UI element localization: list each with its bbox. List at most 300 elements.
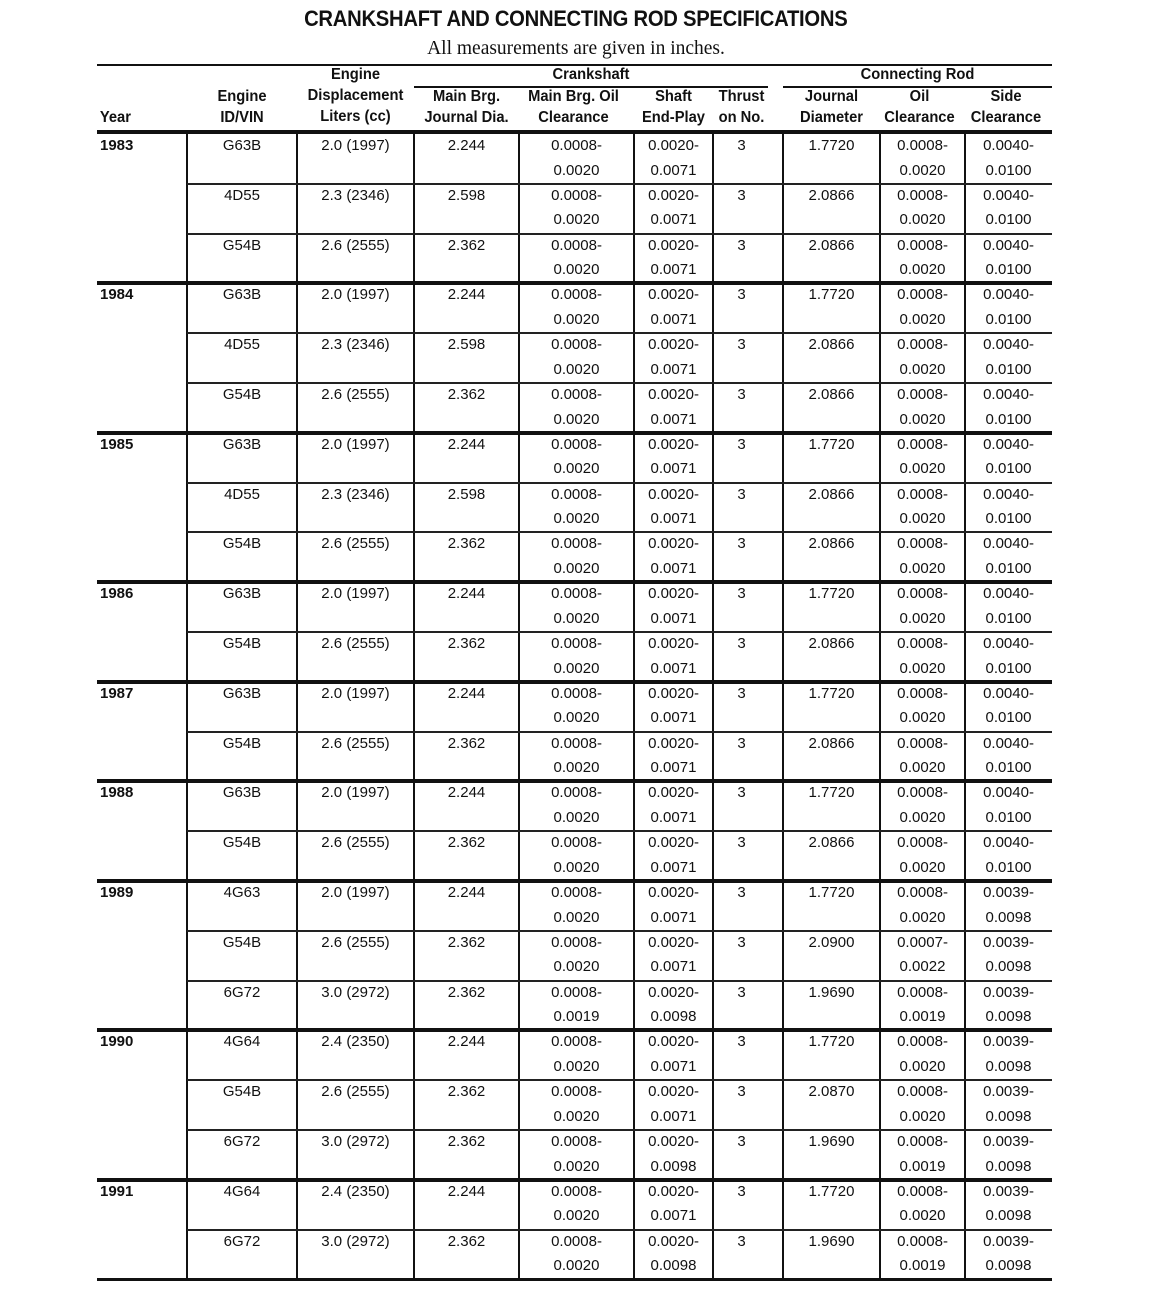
rod-side-clearance-line: 0.0100 — [985, 460, 1032, 478]
rod-side-clearance-line: 0.0100 — [985, 161, 1032, 179]
header-side-clearance: Side Clearance — [970, 88, 1042, 126]
year-cell: 1989 — [100, 884, 134, 901]
shaft-endplay-cell — [634, 283, 713, 332]
main-brg-oil-clearance-line: 0.0020 — [553, 958, 600, 976]
shaft-endplay-line: 0.0071 — [650, 310, 697, 328]
rod-oil-clearance-line: 0.0020 — [899, 510, 946, 528]
main-journal-dia-cell: 2.362 — [447, 734, 486, 752]
rod-oil-clearance-line: 0.0008- — [897, 1182, 948, 1200]
rod-journal-diameter-cell: 1.9690 — [808, 1232, 855, 1250]
engine-id-cell: 4G63 — [223, 884, 261, 901]
year-cell: 1987 — [100, 684, 134, 702]
main-brg-oil-clearance-cell — [519, 333, 634, 382]
year-cell: 1990 — [100, 1033, 134, 1051]
main-journal-dia-cell: 2.362 — [447, 933, 486, 951]
header-year: Year — [99, 109, 131, 126]
shaft-endplay-cell — [634, 732, 713, 781]
main-journal-dia-cell: 2.244 — [447, 585, 486, 603]
rod-side-clearance-line: 0.0040- — [983, 684, 1034, 702]
main-brg-oil-clearance-line: 0.0020 — [553, 410, 600, 428]
rod-journal-diameter-cell: 2.0866 — [808, 386, 855, 403]
rod-side-clearance-line: 0.0040- — [983, 784, 1034, 802]
shaft-endplay-line: 0.0071 — [650, 211, 697, 229]
engine-id-cell: G63B — [222, 585, 262, 603]
rod-side-clearance-cell — [965, 732, 1052, 781]
rod-side-clearance-cell — [965, 981, 1052, 1030]
shaft-endplay-line: 0.0020- — [648, 784, 699, 802]
thrust-on-no-cell: 3 — [737, 485, 746, 503]
shaft-endplay-cell — [634, 532, 713, 581]
main-brg-oil-clearance-line: 0.0020 — [553, 510, 600, 528]
rod-side-clearance-line: 0.0039- — [983, 933, 1034, 951]
rod-oil-clearance-cell — [880, 582, 965, 631]
engine-id-cell: 4D55 — [224, 186, 260, 204]
displacement-cell: 2.6 (2555) — [321, 386, 390, 403]
thrust-on-no-cell: 3 — [737, 585, 746, 603]
rod-journal-diameter-cell: 2.0870 — [808, 1083, 855, 1101]
year-cell: 1983 — [100, 137, 134, 154]
shaft-endplay-line: 0.0020- — [648, 983, 699, 1001]
shaft-endplay-line: 0.0020- — [648, 1232, 699, 1250]
shaft-endplay-cell — [634, 1080, 713, 1129]
rod-side-clearance-line: 0.0098 — [985, 1257, 1032, 1275]
rod-oil-clearance-cell — [880, 732, 965, 781]
shaft-endplay-line: 0.0020- — [648, 834, 699, 852]
main-brg-oil-clearance-line: 0.0020 — [553, 609, 600, 627]
displacement-cell: 3.0 (2972) — [321, 1232, 390, 1250]
main-journal-dia-cell: 2.598 — [447, 336, 486, 354]
shaft-endplay-cell — [634, 582, 713, 631]
rod-oil-clearance-cell — [880, 184, 965, 233]
main-brg-oil-clearance-line: 0.0008- — [551, 1182, 602, 1200]
main-brg-oil-clearance-line: 0.0008- — [551, 884, 602, 901]
rod-oil-clearance-line: 0.0020 — [899, 759, 946, 777]
main-brg-oil-clearance-line: 0.0008- — [551, 1033, 602, 1051]
rod-oil-clearance-line: 0.0008- — [897, 784, 948, 802]
rod-oil-clearance-line: 0.0020 — [899, 609, 946, 627]
rod-side-clearance-line: 0.0100 — [985, 759, 1032, 777]
shaft-endplay-line: 0.0071 — [650, 559, 697, 577]
main-brg-oil-clearance-cell — [519, 981, 634, 1030]
thrust-on-no-cell: 3 — [737, 1033, 746, 1051]
rod-side-clearance-line: 0.0098 — [985, 1057, 1032, 1075]
header-shaft-endplay: Shaft End-Play — [641, 88, 705, 126]
header-group-crankshaft: Crankshaft — [552, 66, 630, 83]
engine-id-cell: 6G72 — [223, 1133, 261, 1150]
shaft-endplay-cell — [634, 134, 713, 183]
rod-oil-clearance-line: 0.0008- — [897, 286, 948, 304]
engine-id-cell: G54B — [222, 1083, 262, 1101]
engine-id-cell: 4D55 — [224, 485, 260, 503]
main-brg-oil-clearance-line: 0.0008- — [551, 635, 602, 652]
shaft-endplay-line: 0.0071 — [650, 1207, 697, 1225]
displacement-cell: 2.3 (2346) — [321, 336, 390, 354]
main-journal-dia-cell: 2.244 — [447, 1182, 486, 1200]
rod-side-clearance-line: 0.0098 — [985, 1157, 1032, 1175]
main-journal-dia-cell: 2.244 — [447, 1033, 486, 1051]
header-displacement: Engine Displacement Liters (cc) — [307, 66, 404, 125]
shaft-endplay-line: 0.0071 — [650, 460, 697, 478]
header-thrust: Thrust on No. — [718, 88, 765, 126]
rod-oil-clearance-line: 0.0020 — [899, 310, 946, 328]
rod-oil-clearance-line: 0.0008- — [897, 1232, 948, 1250]
displacement-cell: 3.0 (2972) — [321, 983, 390, 1001]
shaft-endplay-line: 0.0020- — [648, 635, 699, 652]
rod-journal-diameter-cell: 1.7720 — [808, 585, 855, 603]
thrust-on-no-cell: 3 — [737, 933, 746, 951]
shaft-endplay-line: 0.0071 — [650, 1107, 697, 1125]
rod-oil-clearance-line: 0.0020 — [899, 1207, 946, 1225]
rod-oil-clearance-cell — [880, 632, 965, 681]
displacement-cell: 2.4 (2350) — [321, 1033, 390, 1051]
rod-oil-clearance-line: 0.0008- — [897, 834, 948, 852]
shaft-endplay-cell — [634, 333, 713, 382]
displacement-cell: 2.6 (2555) — [321, 1083, 390, 1101]
main-brg-oil-clearance-cell — [519, 1080, 634, 1129]
rod-side-clearance-line: 0.0040- — [983, 535, 1034, 553]
rod-oil-clearance-cell — [880, 1180, 965, 1229]
rod-oil-clearance-line: 0.0020 — [899, 559, 946, 577]
main-brg-oil-clearance-cell — [519, 1230, 634, 1279]
rod-oil-clearance-line: 0.0008- — [897, 734, 948, 752]
thrust-on-no-cell: 3 — [737, 1133, 746, 1150]
rod-oil-clearance-cell — [880, 831, 965, 880]
rod-side-clearance-line: 0.0098 — [985, 908, 1032, 926]
rod-oil-clearance-cell — [880, 234, 965, 283]
rod-side-clearance-cell — [965, 831, 1052, 880]
rod-oil-clearance-cell — [880, 931, 965, 980]
rod-oil-clearance-line: 0.0008- — [897, 336, 948, 354]
rod-oil-clearance-line: 0.0020 — [899, 161, 946, 179]
rod-oil-clearance-line: 0.0020 — [899, 460, 946, 478]
displacement-cell: 2.0 (1997) — [321, 435, 390, 453]
displacement-cell: 2.6 (2555) — [321, 933, 390, 951]
rod-journal-diameter-cell: 2.0866 — [808, 635, 855, 652]
rod-side-clearance-cell — [965, 1130, 1052, 1179]
rod-side-clearance-cell — [965, 1180, 1052, 1229]
rod-side-clearance-line: 0.0040- — [983, 834, 1034, 852]
rod-journal-diameter-cell: 2.0866 — [808, 186, 855, 204]
main-brg-oil-clearance-line: 0.0008- — [551, 236, 602, 254]
shaft-endplay-cell — [634, 931, 713, 980]
main-brg-oil-clearance-cell — [519, 781, 634, 830]
shaft-endplay-line: 0.0071 — [650, 709, 697, 727]
main-brg-oil-clearance-cell — [519, 433, 634, 482]
shaft-endplay-line: 0.0020- — [648, 734, 699, 752]
rod-side-clearance-cell — [965, 1030, 1052, 1079]
shaft-endplay-line: 0.0098 — [650, 1157, 697, 1175]
rod-oil-clearance-line: 0.0020 — [899, 709, 946, 727]
rod-side-clearance-line: 0.0100 — [985, 261, 1032, 279]
rod-oil-clearance-line: 0.0020 — [899, 1057, 946, 1075]
main-journal-dia-cell: 2.362 — [447, 1133, 486, 1150]
main-brg-oil-clearance-line: 0.0020 — [553, 360, 600, 378]
shaft-endplay-line: 0.0020- — [648, 535, 699, 553]
main-brg-oil-clearance-cell — [519, 831, 634, 880]
header-oil-clearance: Oil Clearance — [884, 88, 955, 126]
shaft-endplay-cell — [634, 433, 713, 482]
thrust-on-no-cell: 3 — [737, 1232, 746, 1250]
main-brg-oil-clearance-line: 0.0008- — [551, 386, 602, 403]
engine-id-cell: 4D55 — [224, 336, 260, 354]
main-journal-dia-cell: 2.244 — [447, 684, 486, 702]
main-brg-oil-clearance-line: 0.0020 — [553, 908, 600, 926]
shaft-endplay-line: 0.0020- — [648, 485, 699, 503]
main-brg-oil-clearance-line: 0.0020 — [553, 808, 600, 826]
shaft-endplay-cell — [634, 483, 713, 532]
displacement-cell: 2.3 (2346) — [321, 485, 390, 503]
main-brg-oil-clearance-line: 0.0020 — [553, 858, 600, 876]
main-journal-dia-cell: 2.362 — [447, 535, 486, 553]
rod-side-clearance-line: 0.0040- — [983, 485, 1034, 503]
thrust-on-no-cell: 3 — [737, 784, 746, 802]
engine-id-cell: G54B — [222, 236, 262, 254]
rod-oil-clearance-line: 0.0008- — [897, 1083, 948, 1101]
rod-side-clearance-line: 0.0100 — [985, 360, 1032, 378]
rod-oil-clearance-cell — [880, 1230, 965, 1279]
shaft-endplay-line: 0.0020- — [648, 236, 699, 254]
thrust-on-no-cell: 3 — [737, 734, 746, 752]
thrust-on-no-cell: 3 — [737, 834, 746, 852]
main-journal-dia-cell: 2.598 — [447, 186, 486, 204]
rod-oil-clearance-cell — [880, 532, 965, 581]
shaft-endplay-line: 0.0071 — [650, 510, 697, 528]
rod-oil-clearance-line: 0.0020 — [899, 211, 946, 229]
shaft-endplay-line: 0.0020- — [648, 1083, 699, 1101]
main-brg-oil-clearance-line: 0.0020 — [553, 709, 600, 727]
displacement-cell: 2.0 (1997) — [321, 884, 390, 901]
rod-journal-diameter-cell: 1.9690 — [808, 983, 855, 1001]
main-brg-oil-clearance-line: 0.0008- — [551, 286, 602, 304]
shaft-endplay-line: 0.0020- — [648, 386, 699, 403]
main-brg-oil-clearance-line: 0.0008- — [551, 1083, 602, 1101]
main-brg-oil-clearance-line: 0.0008- — [551, 485, 602, 503]
rod-oil-clearance-line: 0.0008- — [897, 684, 948, 702]
rod-side-clearance-line: 0.0100 — [985, 410, 1032, 428]
main-brg-oil-clearance-line: 0.0008- — [551, 983, 602, 1001]
rod-side-clearance-line: 0.0040- — [983, 585, 1034, 603]
main-journal-dia-cell: 2.244 — [447, 784, 486, 802]
rod-oil-clearance-line: 0.0019 — [899, 1157, 946, 1175]
rod-side-clearance-line: 0.0039- — [983, 1232, 1034, 1250]
main-brg-oil-clearance-line: 0.0008- — [551, 336, 602, 354]
rod-side-clearance-line: 0.0098 — [985, 1207, 1032, 1225]
engine-id-cell: G63B — [222, 684, 262, 702]
displacement-cell: 2.6 (2555) — [321, 635, 390, 652]
rod-oil-clearance-line: 0.0008- — [897, 485, 948, 503]
rod-oil-clearance-line: 0.0008- — [897, 236, 948, 254]
main-brg-oil-clearance-line: 0.0008- — [551, 834, 602, 852]
displacement-cell: 3.0 (2972) — [321, 1133, 390, 1150]
shaft-endplay-line: 0.0071 — [650, 360, 697, 378]
shaft-endplay-line: 0.0098 — [650, 1008, 697, 1026]
rod-oil-clearance-line: 0.0008- — [897, 884, 948, 901]
displacement-cell: 2.0 (1997) — [321, 585, 390, 603]
main-brg-oil-clearance-cell — [519, 582, 634, 631]
shaft-endplay-line: 0.0020- — [648, 1033, 699, 1051]
main-brg-oil-clearance-line: 0.0020 — [553, 261, 600, 279]
rod-side-clearance-line: 0.0040- — [983, 435, 1034, 453]
shaft-endplay-line: 0.0071 — [650, 161, 697, 179]
rod-oil-clearance-cell — [880, 333, 965, 382]
rod-side-clearance-line: 0.0040- — [983, 386, 1034, 403]
displacement-cell: 2.6 (2555) — [321, 834, 390, 852]
shaft-endplay-cell — [634, 682, 713, 731]
page-subtitle: All measurements are given in inches. — [427, 38, 725, 59]
main-brg-oil-clearance-line: 0.0008- — [551, 933, 602, 951]
rod-side-clearance-line: 0.0040- — [983, 137, 1034, 154]
main-journal-dia-cell: 2.244 — [447, 286, 486, 304]
rod-journal-diameter-cell: 1.7720 — [808, 286, 855, 304]
main-journal-dia-cell: 2.598 — [447, 485, 486, 503]
page-title: CRANKSHAFT AND CONNECTING ROD SPECIFICATIONS — [304, 6, 848, 31]
main-brg-oil-clearance-line: 0.0020 — [553, 1057, 600, 1075]
displacement-cell: 2.4 (2350) — [321, 1182, 390, 1200]
main-brg-oil-clearance-line: 0.0020 — [553, 161, 600, 179]
rod-journal-diameter-cell: 1.7720 — [808, 137, 855, 154]
rod-journal-diameter-cell: 2.0866 — [808, 834, 855, 852]
main-journal-dia-cell: 2.244 — [447, 435, 486, 453]
rod-side-clearance-line: 0.0040- — [983, 635, 1034, 652]
rod-journal-diameter-cell: 1.7720 — [808, 1182, 855, 1200]
rod-oil-clearance-line: 0.0008- — [897, 1033, 948, 1051]
rod-side-clearance-line: 0.0039- — [983, 1182, 1034, 1200]
thrust-on-no-cell: 3 — [737, 386, 746, 403]
rod-side-clearance-cell — [965, 433, 1052, 482]
shaft-endplay-cell — [634, 383, 713, 432]
shaft-endplay-line: 0.0020- — [648, 585, 699, 603]
thrust-on-no-cell: 3 — [737, 435, 746, 453]
displacement-cell: 2.3 (2346) — [321, 186, 390, 204]
rod-side-clearance-cell — [965, 881, 1052, 930]
thrust-on-no-cell: 3 — [737, 535, 746, 553]
rod-oil-clearance-line: 0.0020 — [899, 1107, 946, 1125]
rod-side-clearance-line: 0.0098 — [985, 958, 1032, 976]
thrust-on-no-cell: 3 — [737, 983, 746, 1001]
shaft-endplay-line: 0.0071 — [650, 759, 697, 777]
shaft-endplay-line: 0.0020- — [648, 1133, 699, 1150]
rod-oil-clearance-line: 0.0020 — [899, 261, 946, 279]
main-brg-oil-clearance-line: 0.0020 — [553, 310, 600, 328]
rod-side-clearance-line: 0.0098 — [985, 1008, 1032, 1026]
rod-side-clearance-cell — [965, 134, 1052, 183]
shaft-endplay-line: 0.0071 — [650, 1057, 697, 1075]
rod-oil-clearance-line: 0.0020 — [899, 360, 946, 378]
main-brg-oil-clearance-line: 0.0019 — [553, 1008, 600, 1026]
main-journal-dia-cell: 2.362 — [447, 236, 486, 254]
rod-side-clearance-cell — [965, 1230, 1052, 1279]
year-cell: 1986 — [100, 585, 134, 603]
main-brg-oil-clearance-cell — [519, 732, 634, 781]
engine-id-cell: G63B — [222, 286, 262, 304]
shaft-endplay-line: 0.0071 — [650, 410, 697, 428]
rod-journal-diameter-cell: 2.0900 — [808, 933, 855, 951]
thrust-on-no-cell: 3 — [737, 336, 746, 354]
rod-journal-diameter-cell: 1.7720 — [808, 684, 855, 702]
main-journal-dia-cell: 2.362 — [447, 1083, 486, 1101]
engine-id-cell: 6G72 — [223, 983, 261, 1001]
rod-oil-clearance-line: 0.0008- — [897, 635, 948, 652]
rod-journal-diameter-cell: 1.7720 — [808, 884, 855, 901]
rod-side-clearance-line: 0.0040- — [983, 286, 1034, 304]
main-brg-oil-clearance-line: 0.0020 — [553, 1107, 600, 1125]
rod-side-clearance-cell — [965, 234, 1052, 283]
shaft-endplay-line: 0.0020- — [648, 1182, 699, 1200]
rod-side-clearance-cell — [965, 532, 1052, 581]
shaft-endplay-line: 0.0098 — [650, 1257, 697, 1275]
rod-side-clearance-line: 0.0100 — [985, 559, 1032, 577]
shaft-endplay-cell — [634, 632, 713, 681]
shaft-endplay-line: 0.0020- — [648, 435, 699, 453]
thrust-on-no-cell: 3 — [737, 684, 746, 702]
shaft-endplay-line: 0.0071 — [650, 659, 697, 677]
shaft-endplay-cell — [634, 831, 713, 880]
main-journal-dia-cell: 2.362 — [447, 983, 486, 1001]
rod-side-clearance-line: 0.0040- — [983, 336, 1034, 354]
rod-oil-clearance-cell — [880, 483, 965, 532]
main-brg-oil-clearance-line: 0.0020 — [553, 211, 600, 229]
shaft-endplay-cell — [634, 184, 713, 233]
displacement-cell: 2.6 (2555) — [321, 236, 390, 254]
rod-oil-clearance-cell — [880, 1030, 965, 1079]
main-brg-oil-clearance-cell — [519, 383, 634, 432]
rod-side-clearance-cell — [965, 1080, 1052, 1129]
rod-oil-clearance-line: 0.0008- — [897, 983, 948, 1001]
thrust-on-no-cell: 3 — [737, 186, 746, 204]
rod-oil-clearance-line: 0.0007- — [897, 933, 948, 951]
main-brg-oil-clearance-line: 0.0020 — [553, 1207, 600, 1225]
thrust-on-no-cell: 3 — [737, 1083, 746, 1101]
main-brg-oil-clearance-cell — [519, 881, 634, 930]
rod-side-clearance-line: 0.0040- — [983, 734, 1034, 752]
rod-side-clearance-line: 0.0039- — [983, 1033, 1034, 1051]
thrust-on-no-cell: 3 — [737, 884, 746, 901]
header-engine-id: Engine ID/VIN — [217, 88, 267, 126]
shaft-endplay-line: 0.0071 — [650, 261, 697, 279]
rod-side-clearance-line: 0.0039- — [983, 884, 1034, 901]
rod-oil-clearance-line: 0.0020 — [899, 858, 946, 876]
main-brg-oil-clearance-line: 0.0020 — [553, 759, 600, 777]
shaft-endplay-line: 0.0020- — [648, 286, 699, 304]
thrust-on-no-cell: 3 — [737, 137, 746, 154]
rod-side-clearance-cell — [965, 682, 1052, 731]
engine-id-cell: G54B — [222, 386, 262, 403]
rod-side-clearance-cell — [965, 333, 1052, 382]
rod-side-clearance-line: 0.0039- — [983, 983, 1034, 1001]
rod-side-clearance-cell — [965, 283, 1052, 332]
rod-journal-diameter-cell: 1.7720 — [808, 784, 855, 802]
rod-oil-clearance-cell — [880, 1130, 965, 1179]
rod-side-clearance-line: 0.0100 — [985, 211, 1032, 229]
year-cell: 1985 — [100, 435, 134, 453]
displacement-cell: 2.6 (2555) — [321, 734, 390, 752]
shaft-endplay-line: 0.0071 — [650, 858, 697, 876]
shaft-endplay-line: 0.0071 — [650, 609, 697, 627]
main-brg-oil-clearance-line: 0.0008- — [551, 734, 602, 752]
shaft-endplay-line: 0.0071 — [650, 808, 697, 826]
shaft-endplay-line: 0.0020- — [648, 684, 699, 702]
rod-journal-diameter-cell: 2.0866 — [808, 485, 855, 503]
main-journal-dia-cell: 2.362 — [447, 834, 486, 852]
rod-side-clearance-cell — [965, 184, 1052, 233]
rod-side-clearance-cell — [965, 781, 1052, 830]
rod-journal-diameter-cell: 2.0866 — [808, 734, 855, 752]
rod-side-clearance-line: 0.0100 — [985, 310, 1032, 328]
rod-side-clearance-line: 0.0098 — [985, 1107, 1032, 1125]
main-journal-dia-cell: 2.244 — [447, 884, 486, 901]
rod-oil-clearance-cell — [880, 283, 965, 332]
rod-side-clearance-line: 0.0100 — [985, 609, 1032, 627]
